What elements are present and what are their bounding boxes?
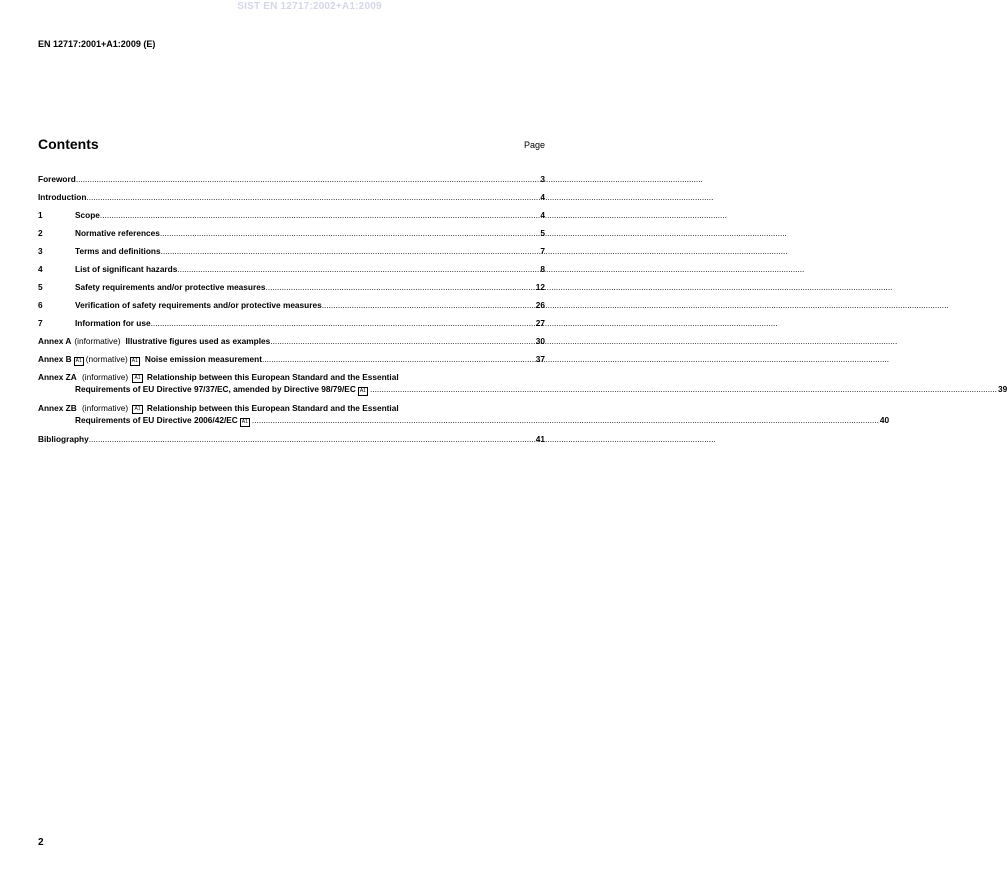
annex-line-2 (38, 415, 889, 427)
toc-entry-title-line-1: Relationship between this European Standard and the Essential (146, 403, 399, 413)
amendment-start-marker-icon: A1 (134, 406, 141, 412)
dot-leader (160, 228, 540, 238)
dot-leader (89, 434, 535, 444)
dot-leader (370, 384, 997, 394)
toc-entry-normative-references[interactable] (38, 228, 545, 246)
annex-label: Annex ZA (38, 372, 77, 382)
dot-leader (270, 336, 534, 346)
annex-entry-block (38, 403, 889, 427)
amendment-end-marker-icon: A1 (359, 388, 366, 394)
toc-entry-title-line-2: Requirements of EU Directive 2006/42/EC (75, 415, 238, 425)
toc-entry-hazards[interactable] (38, 264, 545, 282)
annex-line-2 (38, 384, 1007, 396)
toc-entry-title-line-1: Relationship between this European Standard and the Essential (146, 372, 399, 382)
toc-entry-title: Introduction (38, 192, 87, 202)
toc-entry-page: 30 (535, 336, 545, 346)
annex-label: Annex B (38, 354, 72, 364)
dot-leader (262, 354, 535, 364)
toc-entry-annex-za[interactable] (38, 372, 1007, 403)
document-identifier: EN 12717:2001+A1:2009 (E) (38, 39, 156, 49)
toc-entry-safety-requirements[interactable] (38, 282, 545, 300)
dot-leader (265, 282, 534, 292)
toc-entry-annex-b[interactable] (38, 354, 545, 372)
toc-entry-number: 2 (38, 228, 43, 238)
toc-entry-page: 5 (540, 228, 545, 238)
toc-entry-page: 4 (540, 210, 545, 220)
toc-entry-terms-definitions[interactable] (38, 246, 545, 264)
amendment-start-marker-icon: A1 (75, 358, 82, 364)
annex-label: Annex ZB (38, 403, 77, 413)
toc-entry-page: 41 (535, 434, 545, 444)
toc-entry-title: Bibliography (38, 434, 89, 444)
toc-entry-title: Foreword (38, 174, 76, 184)
annex-line-1 (38, 403, 889, 414)
toc-entry-page: 7 (540, 246, 545, 256)
annex-type: (informative) (82, 403, 129, 413)
dot-leader (161, 246, 540, 256)
amendment-end-marker-icon: A1 (241, 419, 248, 425)
dot-leader (177, 264, 539, 274)
toc-entry-number: 6 (38, 300, 43, 310)
dot-leader (100, 210, 539, 220)
toc-entry-title: Information for use (75, 318, 151, 328)
amendment-end-marker-icon: A1 (131, 358, 138, 364)
toc-entry-title: Noise emission measurement (144, 354, 262, 364)
dot-leader (322, 300, 535, 310)
toc-entry-page: 4 (540, 192, 545, 202)
toc-entry-introduction[interactable] (38, 192, 545, 210)
toc-entry-page: 8 (540, 264, 545, 274)
annex-type: (normative) (85, 354, 128, 364)
toc-entry-title: Safety requirements and/or protective measures (75, 282, 266, 292)
toc-entry-bibliography[interactable] (38, 434, 545, 452)
toc-entry-page: 3 (540, 174, 545, 184)
table-of-contents (38, 174, 1007, 452)
dot-leader (76, 174, 540, 184)
amendment-start-marker-icon: A1 (134, 375, 141, 381)
watermark: SIST EN 12717:2002+A1:2009 (237, 1, 382, 12)
toc-entry-page: 12 (535, 282, 545, 292)
toc-entry-foreword[interactable] (38, 174, 545, 192)
toc-entry-page: 40 (879, 415, 890, 425)
toc-entry-number: 5 (38, 282, 43, 292)
toc-entry-number: 7 (38, 318, 43, 328)
dot-leader (151, 318, 535, 328)
toc-entry-title: Scope (75, 210, 100, 220)
toc-entry-annex-zb[interactable] (38, 403, 890, 434)
contents-heading: Contents (38, 136, 99, 152)
toc-entry-verification[interactable] (38, 300, 545, 318)
toc-entry-page: 26 (535, 300, 545, 310)
annex-line-1 (38, 372, 1007, 383)
toc-entry-title-line-2: Requirements of EU Directive 97/37/EC, amended by Directive 98/79/EC (75, 384, 356, 394)
annex-label: Annex A (38, 336, 72, 346)
annex-type: (informative) (74, 336, 121, 346)
toc-entry-annex-a[interactable] (38, 336, 545, 354)
toc-entry-page: 39 (997, 384, 1007, 394)
annex-type: (informative) (82, 372, 129, 382)
toc-entry-title: Illustrative figures used as examples (125, 336, 271, 346)
toc-entry-title: Verification of safety requirements and/or protective measures (75, 300, 322, 310)
toc-entry-title: List of significant hazards (75, 264, 178, 274)
toc-entry-page: 27 (535, 318, 545, 328)
toc-entry-number: 3 (38, 246, 43, 256)
annex-entry-block (38, 372, 1007, 396)
toc-entry-title: Normative references (75, 228, 160, 238)
toc-entry-number: 1 (38, 210, 43, 220)
toc-entry-scope[interactable] (38, 210, 545, 228)
dot-leader (252, 415, 879, 425)
toc-entry-number: 4 (38, 264, 43, 274)
dot-leader (86, 192, 539, 202)
page-column-label: Page (523, 140, 545, 150)
page-number: 2 (38, 837, 44, 848)
toc-entry-title: Terms and definitions (75, 246, 161, 256)
toc-entry-information-for-use[interactable] (38, 318, 545, 336)
toc-entry-page: 37 (535, 354, 545, 364)
